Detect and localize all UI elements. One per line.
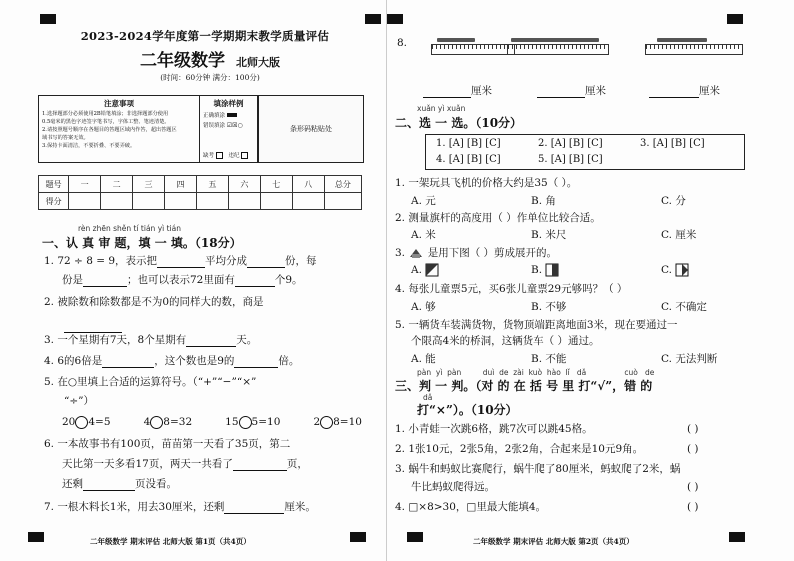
section2-title: 二、选 一 选。（10分） xyxy=(395,116,523,130)
cut-paper-icon xyxy=(408,247,424,259)
choice-1: 1. 一架玩具飞机的价格大约是35（ ）。 xyxy=(395,177,578,189)
q8-answer-3: 厘米 xyxy=(649,84,720,98)
question-8-label: 8. xyxy=(397,37,408,49)
question-5-cont: “÷”） xyxy=(64,395,95,407)
answer-opt-4[interactable]: 4. [A] [B] [C] xyxy=(436,154,501,165)
judge-3-paren[interactable]: ( ) xyxy=(687,481,699,493)
note-line: 0.5毫米的黑色字迹签字笔书写，字体工整、笔迹清楚。 xyxy=(42,119,170,125)
q4-blank-2[interactable] xyxy=(234,356,278,368)
score-header-cell: 总分 xyxy=(324,176,361,193)
question-1-line1: 1. 72 ÷ 8 = 9，表示把 平均分成 份，每 xyxy=(44,255,317,267)
missing-checkbox[interactable] xyxy=(216,152,223,159)
question-5: 5. 在○里填上合适的运算符号。（“+”“−”“×” xyxy=(44,376,257,388)
left-page xyxy=(0,0,386,561)
notes-box xyxy=(38,95,200,163)
score-cell[interactable] xyxy=(260,193,292,210)
judge-1-paren[interactable]: ( ) xyxy=(687,423,699,435)
q8-blank-1[interactable] xyxy=(423,86,471,98)
c5-option-a[interactable]: A. 能 xyxy=(411,353,436,365)
judge-3-line2: 牛比蚂蚁爬得远。 xyxy=(411,481,495,493)
registration-mark xyxy=(40,14,56,24)
q8-blank-3[interactable] xyxy=(649,86,699,98)
choice-3: 3. 是用下图（ ）剪成展开的。 xyxy=(395,247,558,259)
q2-answer xyxy=(64,314,122,333)
barcode-area xyxy=(258,95,364,163)
answer-opt-2[interactable]: 2. [A] [B] [C] xyxy=(538,138,603,149)
note-line: 1.选择题部分必须使用2B铅笔填涂；非选择题部分使用 xyxy=(42,111,169,117)
q5-equations xyxy=(62,415,362,429)
score-cell[interactable] xyxy=(133,193,165,210)
right-page xyxy=(386,0,794,561)
score-cell[interactable] xyxy=(228,193,260,210)
score-header-row xyxy=(39,176,362,193)
ruler-image-1 xyxy=(431,44,515,55)
section1-pinyin: rèn zhēn shěn tí tián yì tián xyxy=(78,224,181,233)
choice-2: 2. 测量旗杆的高度用（ ）作单位比较合适。 xyxy=(395,212,601,224)
q1-blank-1[interactable] xyxy=(157,256,205,268)
registration-mark xyxy=(387,14,403,24)
question-2: 2. 被除数和除数都是不为0的同样大的数，商是 xyxy=(44,296,264,308)
equation-4: 2 8=10 xyxy=(313,416,362,428)
registration-mark xyxy=(28,532,44,542)
question-3: 3. 一个星期有7天，8个星期有 天。 xyxy=(44,334,258,346)
score-cell[interactable] xyxy=(324,193,361,210)
score-table xyxy=(38,175,362,210)
judge-4-paren[interactable]: ( ) xyxy=(687,501,699,513)
folded-paper-c-icon xyxy=(675,263,689,277)
pencil-image-3 xyxy=(657,38,707,42)
pencil-image-2 xyxy=(511,38,599,42)
c1-option-c[interactable]: C. 分 xyxy=(661,195,686,207)
question-7: 7. 一根木料长1米，用去30厘米，还剩 厘米。 xyxy=(44,501,316,513)
question-6-line2: 天比第一天多看17页，两天一共看了 页， xyxy=(62,458,308,470)
score-cell[interactable] xyxy=(165,193,197,210)
subject-heading xyxy=(100,46,320,71)
pencil-image-1 xyxy=(437,38,475,42)
score-cell[interactable] xyxy=(196,193,228,210)
note-line: 3.保持卡面清洁，不要折叠、不要弄破。 xyxy=(42,143,136,149)
judge-1: 1. 小青蛙一次跳6格，跳7次可以跳45格。 xyxy=(395,423,593,435)
c5-option-b[interactable]: B. 不能 xyxy=(531,353,567,365)
c1-option-b[interactable]: B. 角 xyxy=(531,195,556,207)
c2-option-c[interactable]: C. 厘米 xyxy=(661,229,697,241)
q1-blank-4[interactable] xyxy=(235,275,275,287)
section2-pinyin: xuǎn yì xuǎn xyxy=(417,104,466,113)
note-line: 域书写的答案无效。 xyxy=(42,135,89,141)
fill-wrong: 错误填涂 ☑☒○ xyxy=(203,122,243,129)
note-line: 2.请按照题号顺序在各题目的答题区域内作答，超出答题区 xyxy=(42,127,177,133)
folded-paper-b-icon xyxy=(545,263,559,277)
section3-pinyin: pàn yì pàn duì de zài kuò hào lǐ dǎ cuò de xyxy=(417,368,655,377)
answer-opt-1[interactable]: 1. [A] [B] [C] xyxy=(436,138,501,149)
registration-mark xyxy=(350,532,366,542)
answer-opt-3[interactable]: 3. [A] [B] [C] xyxy=(640,138,705,149)
c4-option-c[interactable]: C. 不确定 xyxy=(661,301,707,313)
registration-mark xyxy=(365,14,381,24)
section3-pinyin-2: dǎ xyxy=(423,393,433,402)
q8-blank-2[interactable] xyxy=(537,86,585,98)
score-header-cell: 六 xyxy=(228,176,260,193)
folded-paper-a-icon xyxy=(425,263,439,277)
c4-option-b[interactable]: B. 不够 xyxy=(531,301,567,313)
c2-option-b[interactable]: B. 米尺 xyxy=(531,229,567,241)
notes-title: 注意事项 xyxy=(104,99,134,108)
q1-blank-3[interactable] xyxy=(83,275,127,287)
judge-3-line1: 3. 蜗牛和蚂蚁比赛爬行，蜗牛爬了80厘米，蚂蚁爬了2米，蜗 xyxy=(395,463,681,475)
fill-examples xyxy=(200,109,257,133)
choice-5-line1: 5. 一辆货车装满货物，货物顶端距离地面3米，现在要通过一 xyxy=(395,319,678,331)
operator-circle[interactable] xyxy=(75,416,88,429)
q3-blank[interactable] xyxy=(186,335,236,347)
judge-2-paren[interactable]: ( ) xyxy=(687,443,699,455)
q6-blank-2[interactable] xyxy=(83,479,135,491)
score-header-cell: 二 xyxy=(101,176,133,193)
score-cell: 得分 xyxy=(39,193,69,210)
q4-blank-1[interactable] xyxy=(102,356,154,368)
q1-blank-2[interactable] xyxy=(247,256,285,268)
ruler-image-2 xyxy=(507,44,609,55)
section3-title-2: 打“×”）。（10分） xyxy=(417,403,518,417)
score-header-cell: 八 xyxy=(292,176,324,193)
c1-option-a[interactable]: A. 元 xyxy=(411,195,436,207)
c4-option-a[interactable]: A. 够 xyxy=(411,301,436,313)
ruler-image-3 xyxy=(645,44,743,55)
notes-list xyxy=(39,109,199,151)
edition-label: 北师大版 xyxy=(236,56,281,69)
barcode-label: 条形码粘贴处 xyxy=(290,125,332,133)
score-cell[interactable] xyxy=(101,193,133,210)
section1-title: 一、认 真 审 题，填 一 填。（18分） xyxy=(42,236,242,250)
q8-answer-1: 厘米 xyxy=(423,84,492,98)
c3-option-c[interactable]: C. xyxy=(661,263,689,277)
choice-5-line2: 个限高4米的桥洞，这辆货车（ ）通过。 xyxy=(411,335,600,347)
registration-mark xyxy=(727,14,743,24)
left-footer: 二年级数学 期末评估 北师大版 第1页（共4页） xyxy=(90,537,251,546)
q6-blank-1[interactable] xyxy=(233,459,287,471)
exam-title: 2023-2024学年度第一学期期末教学质量评估 xyxy=(80,29,330,43)
c3-option-a[interactable]: A. xyxy=(411,263,439,277)
question-6-line1: 6. 一本故事书有100页，苗苗第一天看了35页，第二 xyxy=(44,438,291,450)
score-header-cell: 三 xyxy=(133,176,165,193)
score-cell[interactable] xyxy=(69,193,101,210)
answer-sheet-box xyxy=(425,134,745,170)
judge-4: 4. □×8>30，□里最大能填4。 xyxy=(395,501,547,513)
score-cell[interactable] xyxy=(292,193,324,210)
q8-answer-2: 厘米 xyxy=(537,84,606,98)
question-6-line3: 还剩 页没看。 xyxy=(62,478,177,490)
fill-title: 填涂样例 xyxy=(213,99,244,108)
score-header-cell: 五 xyxy=(196,176,228,193)
equation-3: 15 5=10 xyxy=(225,416,281,428)
score-header-cell: 四 xyxy=(165,176,197,193)
violation-checkbox[interactable] xyxy=(241,152,248,159)
c3-option-b[interactable]: B. xyxy=(531,263,559,277)
judge-2: 2. 1张10元，2张5角，2张2角，合起来是10元9角。 xyxy=(395,443,644,455)
equation-2: 4 8=32 xyxy=(143,416,193,428)
choice-4: 4. 每张儿童票5元，买6张儿童票29元够吗？（ ） xyxy=(395,283,628,295)
score-header-cell: 一 xyxy=(69,176,101,193)
q2-blank[interactable] xyxy=(64,321,122,333)
grade-subject: 二年级数学 xyxy=(139,51,225,71)
fill-example-box xyxy=(199,95,258,163)
operator-circle[interactable] xyxy=(150,416,163,429)
c2-option-a[interactable]: A. 米 xyxy=(411,229,436,241)
score-header-cell: 题号 xyxy=(39,176,69,193)
equation-1: 20 4=5 xyxy=(62,416,111,428)
fill-correct: 正确填涂 xyxy=(203,111,254,121)
answer-opt-5[interactable]: 5. [A] [B] [C] xyxy=(538,154,603,165)
operator-circle[interactable] xyxy=(320,416,333,429)
score-header-cell: 七 xyxy=(260,176,292,193)
q7-blank[interactable] xyxy=(224,502,284,514)
score-value-row xyxy=(39,193,362,210)
question-1-line2: 份是 ；也可以表示72里面有 个9。 xyxy=(62,274,303,286)
question-4: 4. 6的6倍是 ，这个数也是9的 倍。 xyxy=(44,355,300,367)
operator-circle[interactable] xyxy=(239,416,252,429)
section3-title: 三、判 一 判。（对 的 在 括 号 里 打“√”，错 的 xyxy=(395,379,653,393)
right-footer: 二年级数学 期末评估 北师大版 第2页（共4页） xyxy=(473,537,634,546)
c5-option-c[interactable]: C. 无法判断 xyxy=(661,353,718,365)
registration-mark xyxy=(407,532,423,542)
time-info: (时间：60分钟 满分：100分) xyxy=(160,73,260,82)
absence-violation: 缺考 违纪 xyxy=(203,151,248,159)
registration-mark xyxy=(729,532,745,542)
